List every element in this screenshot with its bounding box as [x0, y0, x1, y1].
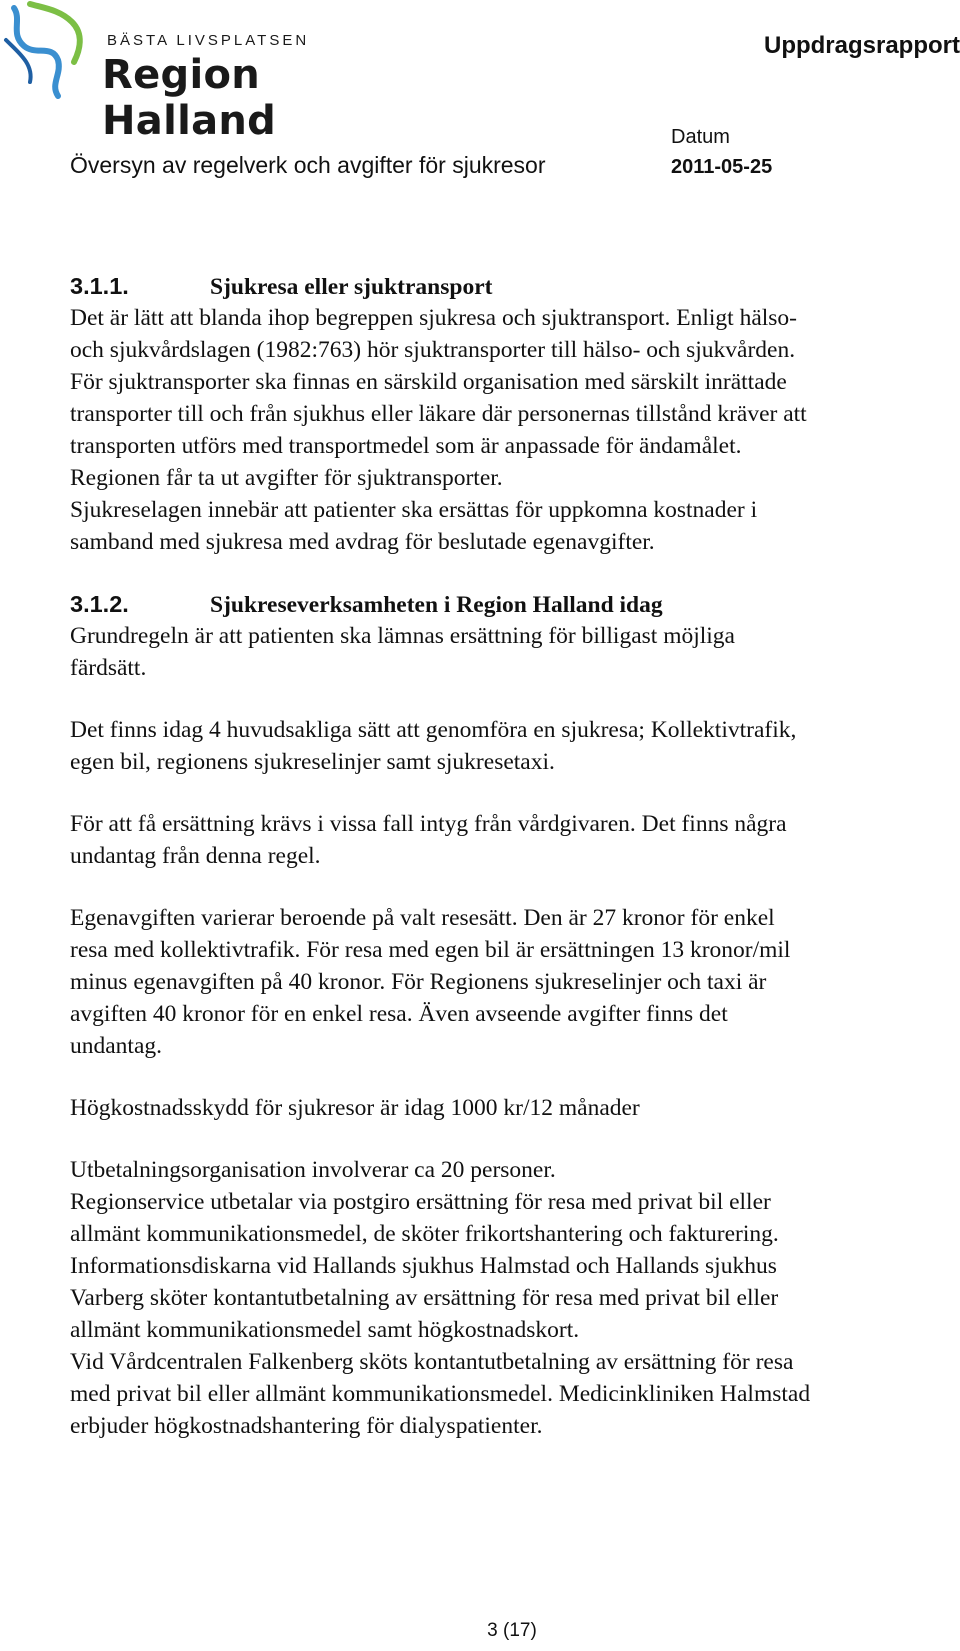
paragraph-line: Egenavgiften varierar beroende på valt resesätt. Den är 27 kronor för enkel	[70, 905, 775, 931]
logo-tagline: BÄSTA LIVSPLATSEN	[107, 32, 310, 49]
paragraph-line: allmänt kommunikationsmedel, de sköter frikortshantering och fakturering.	[70, 1221, 779, 1247]
paragraph-line: Varberg sköter kontantutbetalning av ersättning för resa med privat bil eller	[70, 1285, 779, 1311]
section-number: 3.1.1.	[70, 273, 129, 299]
paragraph-line: minus egenavgiften på 40 kronor. För Regionens sjukreselinjer och taxi är	[70, 969, 767, 995]
section-heading	[70, 270, 950, 302]
paragraph-line: Det är lätt att blanda ihop begreppen sjukresa och sjuktransport. Enligt hälso-	[70, 305, 797, 331]
document-type: Uppdragsrapport	[763, 32, 960, 59]
paragraph-line: Regionen får ta ut avgifter för sjuktransporter.	[70, 465, 503, 491]
document-title: Översyn av regelverk och avgifter för sjukresor	[70, 152, 546, 178]
section-title: Sjukreseverksamheten i Region Halland idag	[210, 592, 663, 618]
paragraph-line: transporter till och från sjukhus eller läkare där personernas tillstånd kräver att	[70, 401, 807, 427]
paragraph-line: allmänt kommunikationsmedel samt högkostnadskort.	[70, 1317, 580, 1343]
paragraph-line: Regionservice utbetalar via postgiro ersättning för resa med privat bil eller	[70, 1189, 771, 1215]
document-body	[70, 270, 950, 1442]
page-number: 3 (17)	[487, 1620, 537, 1641]
section-number: 3.1.2.	[70, 591, 129, 617]
paragraph-line: Grundregeln är att patienten ska lämnas ersättning för billigast möjliga	[70, 623, 735, 649]
paragraph-line: Vid Vårdcentralen Falkenberg sköts kontantutbetalning av ersättning för resa	[70, 1349, 794, 1375]
paragraph-line: undantag.	[70, 1033, 163, 1059]
date-value: 2011-05-25	[671, 156, 773, 178]
paragraph-line: med privat bil eller allmänt kommunikationsmedel. Medicinkliniken Halmstad	[70, 1381, 811, 1407]
paragraph-line: Utbetalningsorganisation involverar ca 20 personer.	[70, 1157, 556, 1183]
paragraph-line: egen bil, regionens sjukreselinjer samt sjukresetaxi.	[70, 749, 555, 775]
paragraph-line: För sjuktransporter ska finnas en särskild organisation med särskilt inrättade	[70, 369, 787, 395]
section-title: Sjukresa eller sjuktransport	[210, 274, 493, 300]
paragraph-line: Högkostnadsskydd för sjukresor är idag 1000 kr/12 månader	[70, 1095, 640, 1121]
paragraph-line: erbjuder högkostnadshantering för dialyspatienter.	[70, 1413, 543, 1439]
paragraph-line: och sjukvårdslagen (1982:763) hör sjuktransporter till hälso- och sjukvården.	[70, 337, 796, 363]
paragraph-line: transporten utförs med transportmedel som är anpassade för ändamålet.	[70, 433, 742, 459]
paragraph-line: För att få ersättning krävs i vissa fall intyg från vårdgivaren. Det finns några	[70, 811, 787, 837]
region-halland-logo	[0, 0, 430, 144]
paragraph-line: resa med kollektivtrafik. För resa med egen bil är ersättningen 13 kronor/mil	[70, 937, 791, 963]
paragraph-line: undantag från denna regel.	[70, 843, 321, 869]
paragraph-line: Sjukreselagen innebär att patienter ska ersättas för uppkomna kostnader i	[70, 497, 758, 523]
logo-emblem-icon	[0, 0, 100, 110]
paragraph-line: Informationsdiskarna vid Hallands sjukhus Halmstad och Hallands sjukhus	[70, 1253, 777, 1279]
paragraph-line: avgiften 40 kronor för en enkel resa. Även avseende avgifter finns det	[70, 1001, 728, 1027]
paragraph-line: Det finns idag 4 huvudsakliga sätt att genomföra en sjukresa; Kollektivtrafik,	[70, 717, 797, 743]
section-heading	[70, 588, 950, 620]
date-label: Datum	[671, 126, 730, 148]
logo-wordmark: Region Halland	[102, 52, 277, 144]
paragraph-line: samband med sjukresa med avdrag för beslutade egenavgifter.	[70, 529, 655, 555]
paragraph-line: färdsätt.	[70, 655, 147, 681]
